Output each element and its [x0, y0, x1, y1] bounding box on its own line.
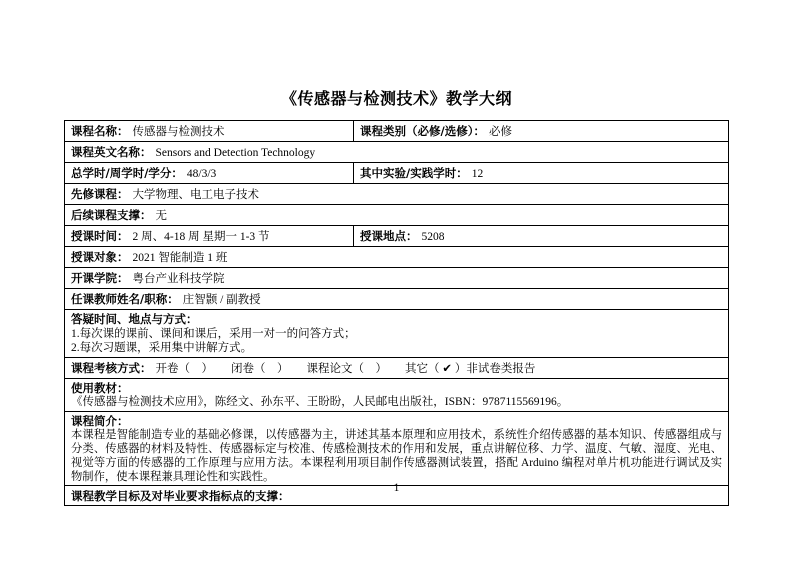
- total-hours-value: 48/3/3: [186, 168, 217, 180]
- row-intro: [65, 411, 728, 486]
- cell-total-hours: [65, 163, 354, 183]
- course-name-label: 课程名称：: [71, 124, 129, 138]
- cell-prerequisites: [65, 184, 728, 204]
- prerequisites-value: 大学物理、电工电子技术: [132, 189, 259, 201]
- assessment-option-closed-book: 闭卷（ ）: [231, 362, 289, 375]
- qa-line-2: 2.每次习题课，采用集中讲解方式。: [71, 342, 253, 354]
- follow-up-value: 无: [155, 210, 167, 222]
- cell-intro: [65, 412, 728, 486]
- row-course-name: [65, 121, 728, 141]
- cell-course-category: [354, 121, 728, 141]
- page-number: 1: [393, 482, 400, 494]
- college-value: 粤台产业科技学院: [132, 273, 225, 285]
- assessment-option-course-paper: 课程论文（ ）: [306, 362, 387, 375]
- class-location-value: 5208: [421, 231, 445, 243]
- lab-hours-label: 其中实验/实践学时：: [360, 166, 468, 180]
- syllabus-table: [64, 120, 729, 506]
- teacher-label: 任课教师姓名/职称：: [71, 292, 179, 306]
- follow-up-label: 后续课程支撑：: [71, 208, 152, 222]
- row-qa: [65, 309, 728, 357]
- assessment-label: 课程考核方式：: [71, 360, 152, 375]
- assessment-option-other-checked: 其它（ ✔ ）非试卷类报告: [405, 362, 536, 375]
- row-college: [65, 267, 728, 288]
- lab-hours-value: 12: [471, 168, 484, 180]
- students-label: 授课对象：: [71, 250, 129, 264]
- course-category-label: 课程类别（必修/选修）：: [360, 124, 485, 138]
- row-textbook: [65, 378, 728, 411]
- course-category-value: 必修: [488, 126, 512, 138]
- course-name-en-label: 课程英文名称：: [71, 145, 152, 159]
- row-students: [65, 246, 728, 267]
- cell-assessment: [65, 358, 728, 378]
- page-title: 《传感器与检测技术》教学大纲: [280, 89, 512, 108]
- teacher-value: 庄智颢 / 副教授: [182, 294, 261, 306]
- course-name-value: 传感器与检测技术: [132, 126, 225, 138]
- cell-class-time: [65, 226, 354, 246]
- row-course-name-en: [65, 141, 728, 162]
- cell-follow-up: [65, 205, 728, 225]
- class-location-label: 授课地点：: [360, 229, 418, 243]
- cell-students: [65, 247, 728, 267]
- row-class-time: [65, 225, 728, 246]
- class-time-value: 2 周、4-18 周 星期一 1-3 节: [132, 231, 270, 243]
- cell-lab-hours: [354, 163, 728, 183]
- cell-class-location: [354, 226, 728, 246]
- cell-college: [65, 268, 728, 288]
- row-prerequisites: [65, 183, 728, 204]
- row-assessment: [65, 357, 728, 378]
- total-hours-label: 总学时/周学时/学分：: [71, 166, 183, 180]
- row-hours: [65, 162, 728, 183]
- class-time-label: 授课时间：: [71, 229, 129, 243]
- cell-course-name: [65, 121, 354, 141]
- prerequisites-label: 先修课程：: [71, 187, 129, 201]
- qa-line-1: 1.每次课的课前、课间和课后，采用一对一的问答方式；: [71, 327, 356, 340]
- row-teacher: [65, 288, 728, 309]
- cell-qa: [65, 310, 728, 357]
- students-value: 2021 智能制造 1 班: [132, 252, 228, 264]
- cell-textbook: [65, 379, 728, 411]
- qa-label: 答疑时间、地点与方式：: [71, 312, 198, 326]
- cell-teacher: [65, 289, 728, 309]
- objectives-label: 课程教学目标及对毕业要求指标点的支撑：: [71, 489, 290, 503]
- textbook-label: 使用教材：: [71, 380, 129, 395]
- intro-label: 课程简介：: [71, 413, 129, 428]
- course-name-en-value: Sensors and Detection Technology: [155, 147, 316, 159]
- cell-course-name-en: [65, 142, 728, 162]
- assessment-option-open-book: 开卷（ ）: [155, 362, 213, 375]
- row-follow-up: [65, 204, 728, 225]
- intro-text: 本课程是智能制造专业的基础必修课，以传感器为主，讲述其基本原理和应用技术，系统性介绍传感器的基本知识、传感器组成与分类、传感器的材料及特性、传感器标定与校准、传感检测技术的作用和发展，重点讲解位移、力学、温度、气敏、湿度、光电、视觉等方面的传感器的工作原理与应用方法。本课程利用项目制作传感器测试装置，搭配 Arduino 编程对单片机功能进行调试及实物制作，使本课程兼具理论性和实践性。: [71, 429, 722, 483]
- textbook-line-1: 《传感器与检测技术应用》，陈经文、孙东平、王盼盼，人民邮电出版社，ISBN：9787115569196。: [71, 396, 569, 408]
- college-label: 开课学院：: [71, 271, 129, 285]
